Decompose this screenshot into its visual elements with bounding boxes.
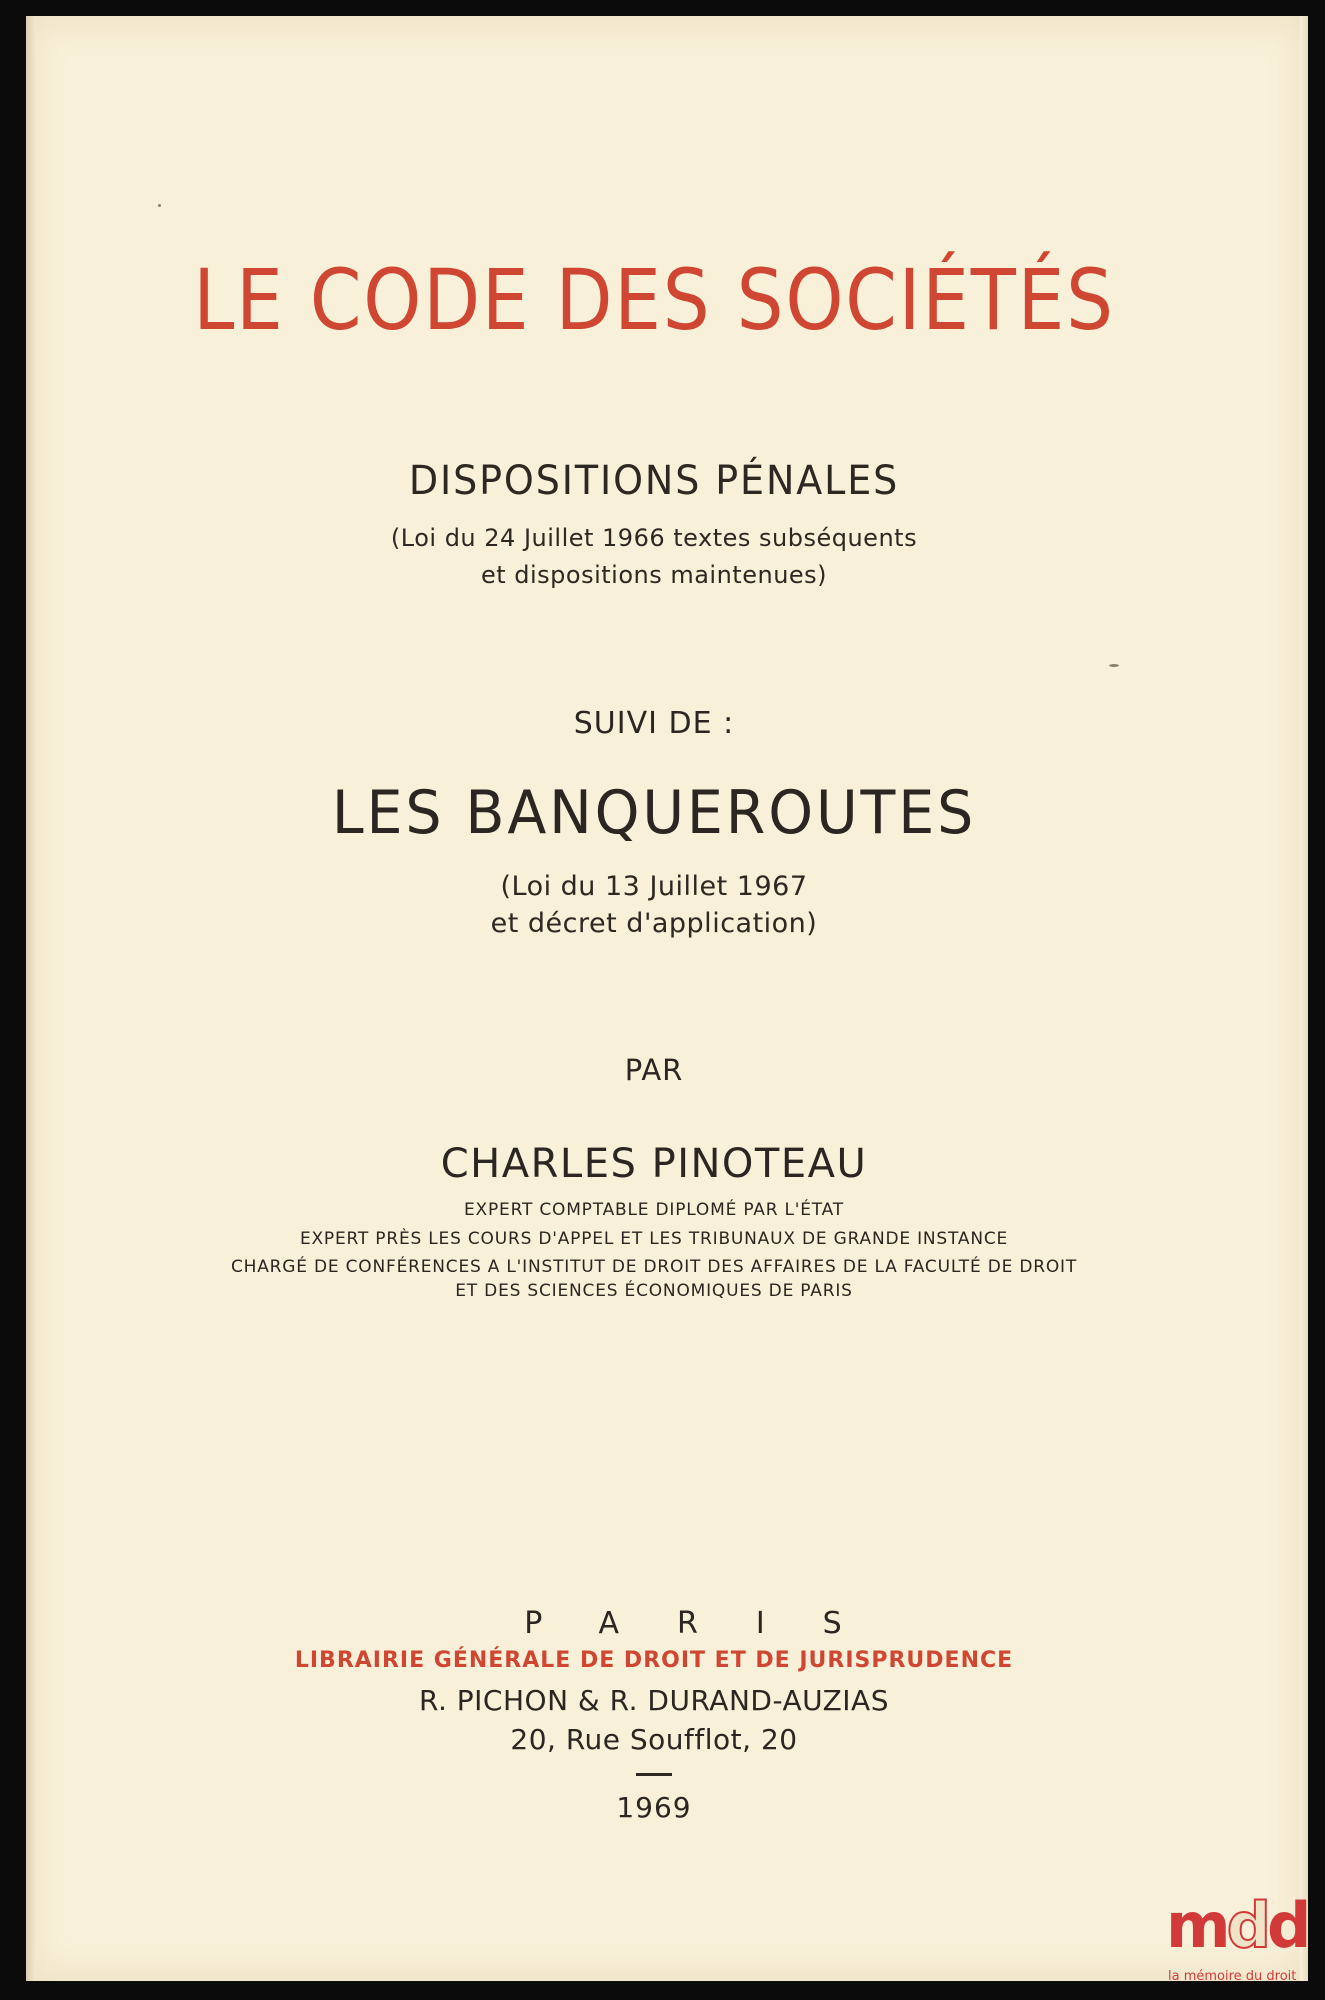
book-cover — [26, 16, 1308, 1981]
section-title: DISPOSITIONS PÉNALES — [408, 458, 900, 504]
second-note-line-2: et décret d'application) — [490, 908, 818, 939]
publisher-name: LIBRAIRIE GÉNÉRALE DE DROIT ET DE JURISPRUDENCE — [294, 1648, 1014, 1673]
author-credential: ET DES SCIENCES ÉCONOMIQUES DE PARIS — [455, 1281, 853, 1301]
by-label: PAR — [624, 1053, 684, 1087]
author-credential: CHARGÉ DE CONFÉRENCES A L'INSTITUT DE DROIT DES AFFAIRES DE LA FACULTÉ DE DROIT — [230, 1257, 1078, 1277]
separator-dash — [636, 1773, 672, 1776]
paper-speck — [158, 204, 161, 207]
watermark-logo — [1166, 1889, 1316, 1995]
author-name: CHARLES PINOTEAU — [440, 1141, 868, 1187]
author-credential: EXPERT COMPTABLE DIPLOMÉ PAR L'ÉTAT — [464, 1200, 844, 1220]
publication-city: PARIS — [524, 1606, 900, 1641]
cover-right-edge — [1300, 16, 1308, 1981]
section-note-line-1: (Loi du 24 Juillet 1966 textes subséquents — [390, 524, 918, 552]
publication-year: 1969 — [616, 1791, 692, 1824]
author-credential: EXPERT PRÈS LES COURS D'APPEL ET LES TRIBUNAUX DE GRANDE INSTANCE — [299, 1229, 1009, 1249]
paper-speck — [1109, 664, 1119, 667]
printers-name: R. PICHON & R. DURAND-AUZIAS — [419, 1684, 889, 1717]
followed-by-label: SUIVI DE : — [573, 706, 735, 741]
section-note-line-2: et dispositions maintenues) — [480, 561, 828, 589]
second-title: LES BANQUEROUTES — [331, 778, 977, 848]
publisher-address: 20, Rue Soufflot, 20 — [510, 1723, 798, 1756]
book-title: LE CODE DES SOCIÉTÉS — [193, 251, 1115, 349]
second-note-line-1: (Loi du 13 Juillet 1967 — [500, 871, 808, 902]
mdd-logo-mark: mdd — [1166, 1889, 1308, 1962]
watermark-tagline: la mémoire du droit — [1168, 1969, 1297, 1984]
